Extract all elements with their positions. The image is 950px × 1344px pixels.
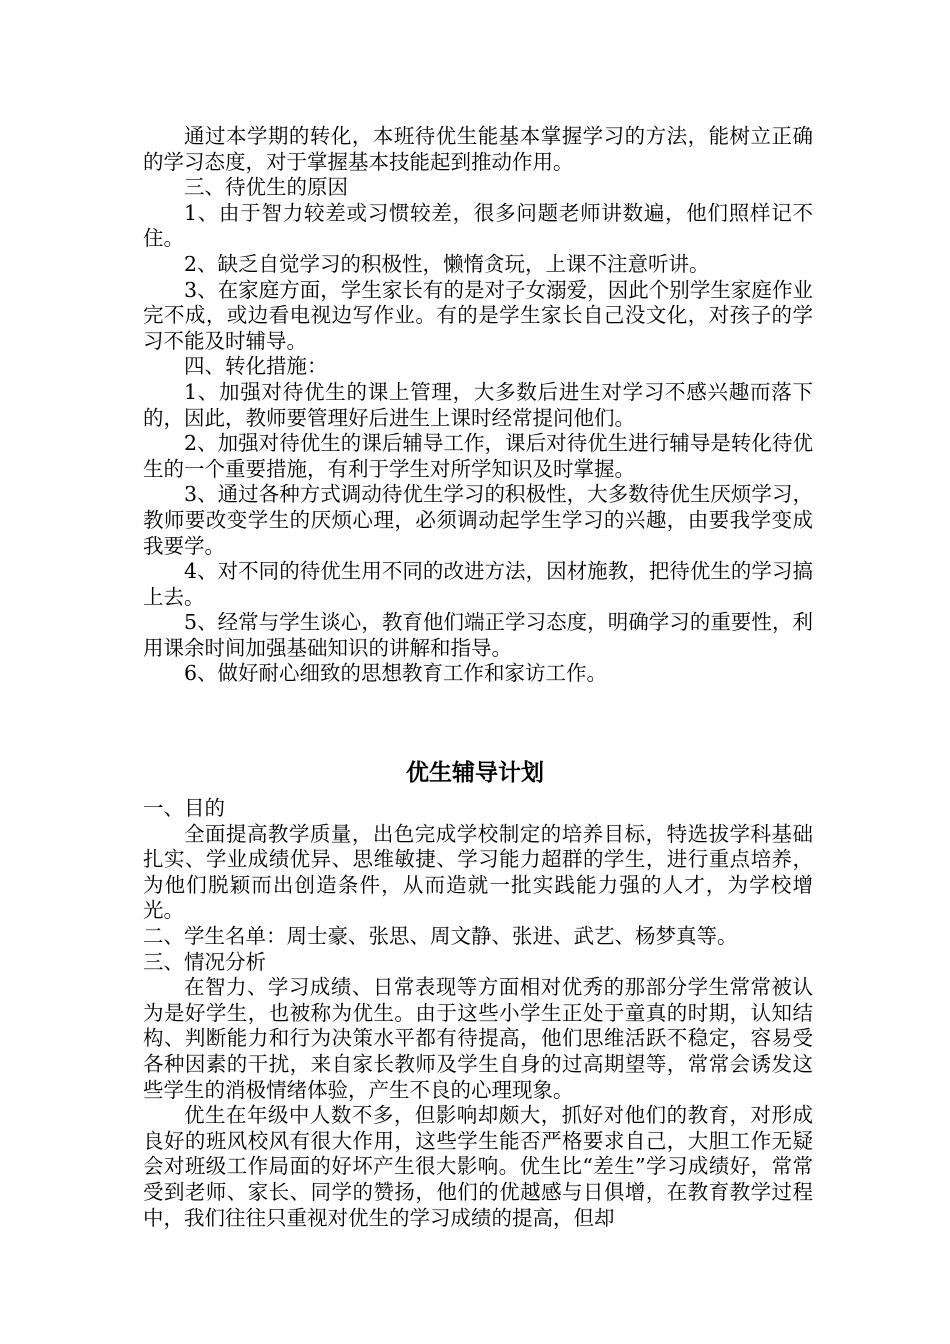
heading-measures: 四、转化措施： [184, 354, 328, 379]
transformation-section [143, 124, 813, 687]
heading-purpose: 一、目的 [143, 796, 225, 820]
paragraph-analysis-1: 在智力、学习成绩、日常表现等方面相对优秀的那部分学生常常被认为是好学生，也被称为优生。由于这些小学生正处于童真的时期，认知结构、判断能力和行为决策水平都有待提高，他们思维活跃不稳定，容易受各种因素的干扰，来自家长教师及学生自身的过高期望等，常常会诱发这些学生的消极情绪体验，产生不良的心理现象。 [143, 975, 813, 1102]
paragraph-analysis-2: 优生在年级中人数不多，但影响却颇大，抓好对他们的教育，对形成良好的班风校风有很大作用，这些学生能否严格要求自己，大胆工作无疑会对班级工作局面的好坏产生很大影响。优生比“差生”学习成绩好，常常受到老师、家长、同学的赞扬，他们的优越感与日俱增，在教育教学过程中，我们往往只重视对优生的学习成绩的提高，但却 [143, 1103, 813, 1230]
paragraph-measure-6: 6、做好耐心细致的思想教育工作和家访工作。 [184, 661, 608, 686]
paragraph-student-list: 二、学生名单：周士豪、张思、周文静、张进、武艺、杨梦真等。 [143, 923, 738, 948]
paragraph-measure-2: 2、加强对待优生的课后辅导工作，课后对待优生进行辅导是转化待优生的一个重要措施，有利于学生对所学知识及时掌握。 [143, 431, 813, 481]
heading-causes: 三、待优生的原因 [184, 175, 348, 200]
paragraph-cause-1: 1、由于智力较差或习惯较差，很多问题老师讲数遍，他们照样记不住。 [143, 200, 813, 251]
paragraph-cause-3: 3、在家庭方面，学生家长有的是对子女溺爱，因此个别学生家庭作业完不成，或边看电视边写作业。有的是学生家长自己没文化，对孩子的学习不能及时辅导。 [143, 277, 813, 353]
document-title: 优生辅导计划 [406, 760, 544, 786]
paragraph-summary: 通过本学期的转化，本班待优生能基本掌握学习的方法，能树立正确的学习态度，对于掌握基本技能起到推动作用。 [143, 124, 813, 174]
paragraph-measure-1: 1、加强对待优生的课上管理，大多数后进生对学习不感兴趣而落下的，因此，教师要管理好后进生上课时经常提问他们。 [143, 379, 813, 430]
tutoring-plan-section [143, 796, 813, 1231]
heading-analysis: 三、情况分析 [143, 949, 266, 974]
paragraph-purpose: 全面提高教学质量，出色完成学校制定的培养目标，特选拔学科基础扎实、学业成绩优异、思维敏捷、学习能力超群的学生，进行重点培养，为他们脱颖而出创造条件，从而造就一批实践能力强的人才，为学校增光。 [143, 821, 813, 923]
paragraph-measure-5: 5、经常与学生谈心，教育他们端正学习态度，明确学习的重要性，利用课余时间加强基础知识的讲解和指导。 [143, 610, 813, 660]
paragraph-measure-4: 4、对不同的待优生用不同的改进方法，因材施教，把待优生的学习搞上去。 [143, 559, 813, 609]
paragraph-measure-3: 3、通过各种方式调动待优生学习的积极性，大多数待优生厌烦学习，教师要改变学生的厌烦心理，必须调动起学生学习的兴趣，由要我学变成我要学。 [143, 482, 813, 558]
paragraph-cause-2: 2、缺乏自觉学习的积极性，懒惰贪玩，上课不注意听讲。 [184, 251, 710, 276]
